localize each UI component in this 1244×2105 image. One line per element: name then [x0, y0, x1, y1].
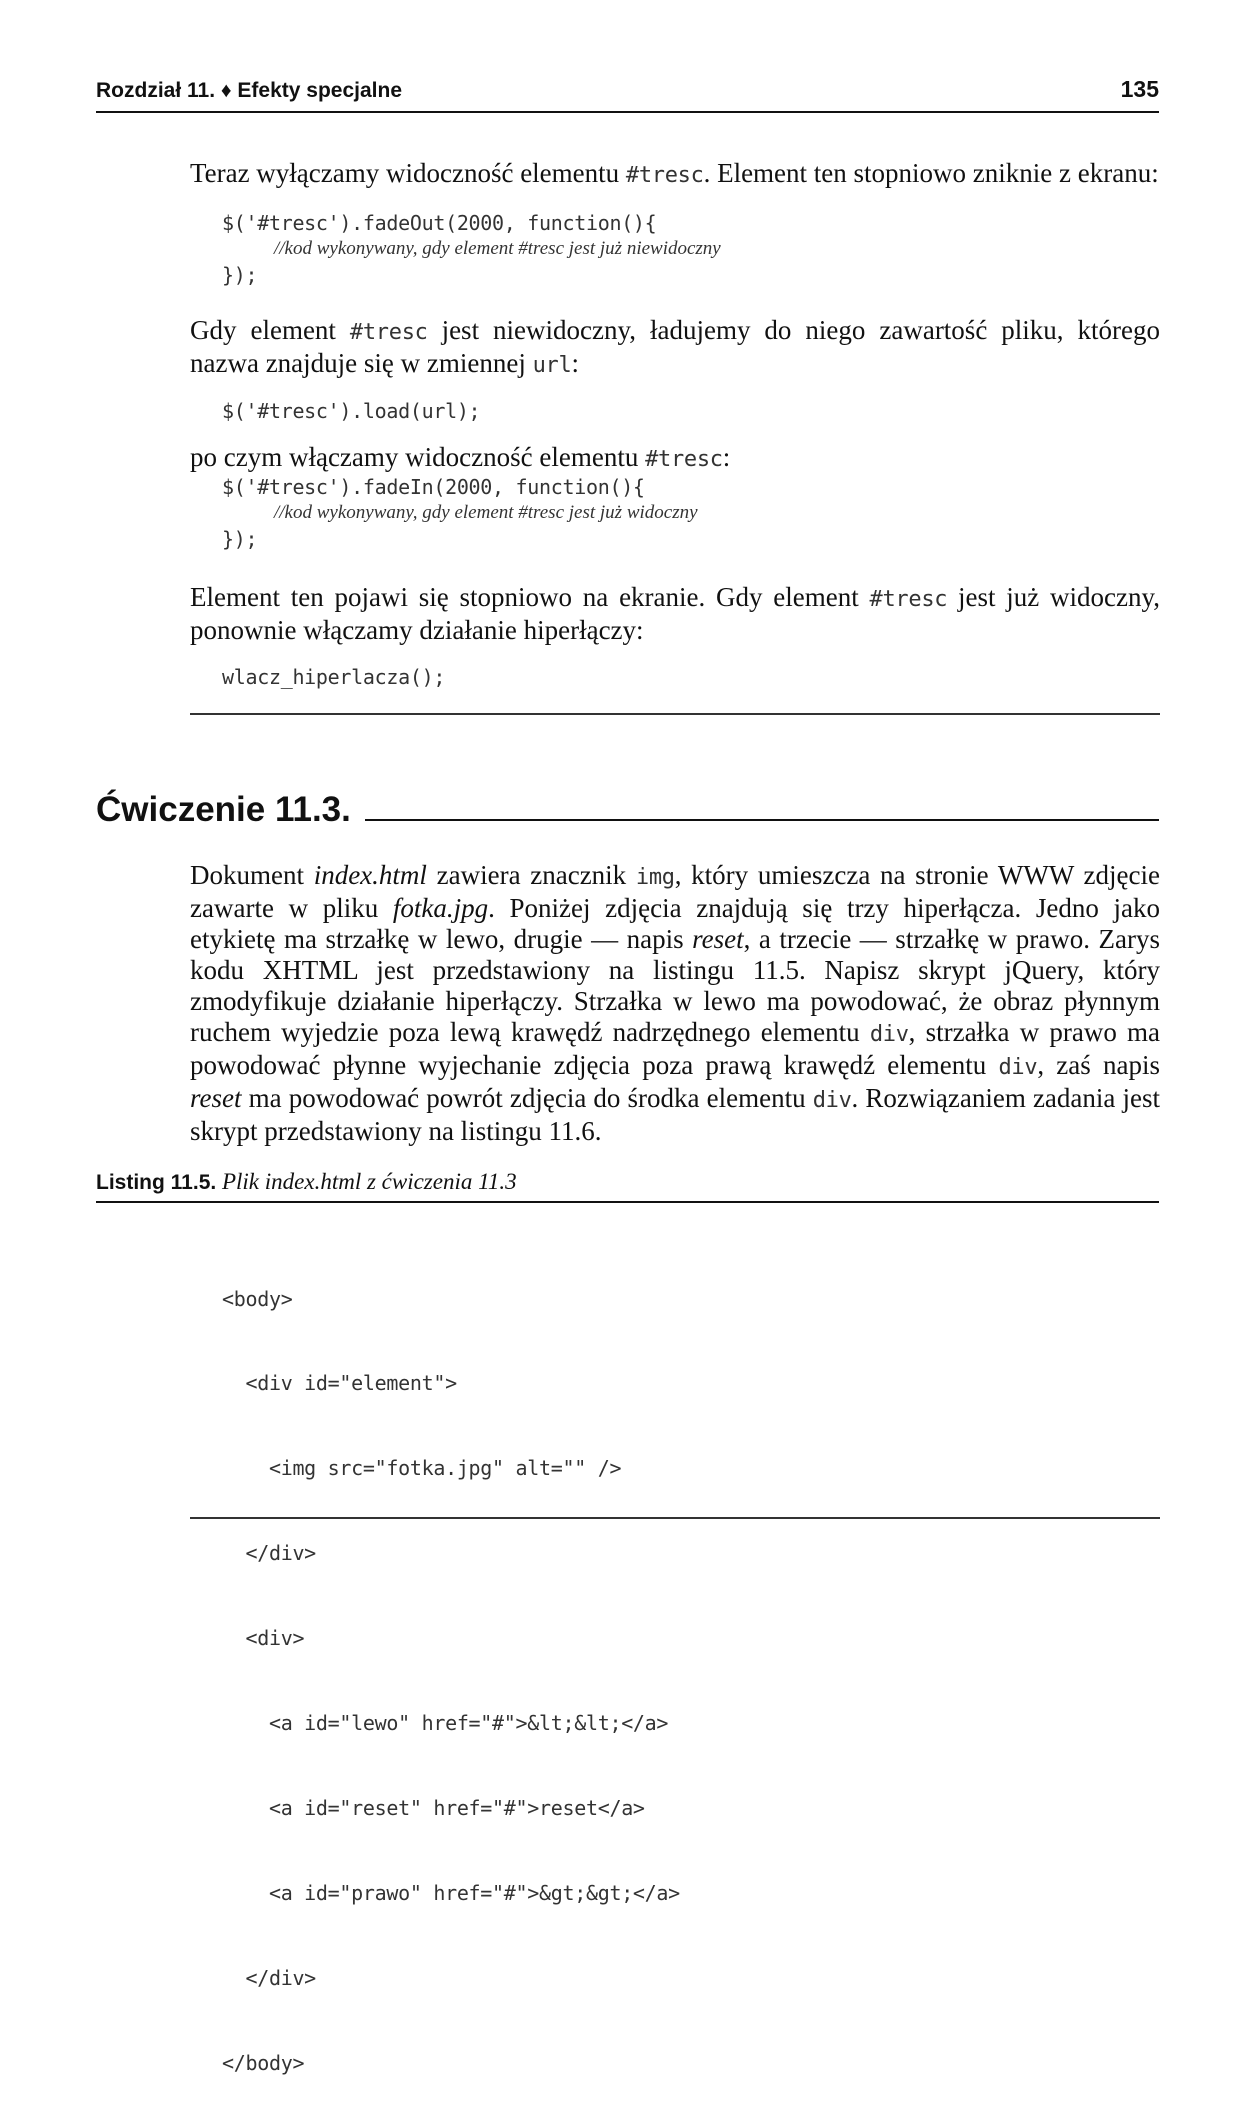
inline-code: div [998, 1055, 1038, 1080]
inline-code: div [812, 1088, 852, 1113]
code-line: $('#tresc').load(url); [222, 399, 481, 423]
text: jest już widoczny, ponownie włączamy działanie hiperłączy: [190, 582, 1160, 645]
italic-text: reset [692, 924, 744, 954]
text: , który umieszcza na stronie WWW zdjęcie zawarte w pliku [190, 860, 1160, 923]
listing-line: <body> [222, 1286, 293, 1311]
inline-code: div [869, 1022, 909, 1047]
text: zawiera znacznik [426, 860, 636, 890]
text: Element ten pojawi się stopniowo na ekranie. Gdy element [190, 582, 870, 612]
paragraph-1 [190, 158, 1160, 191]
text: Dokument [190, 860, 314, 890]
text: , zaś napis [1037, 1050, 1161, 1080]
listing-code [222, 1228, 680, 2105]
listing-label: Listing 11.5. [96, 1171, 217, 1194]
code-line: wlacz_hiperlacza(); [222, 665, 446, 689]
inline-code: #tresc [625, 163, 704, 188]
text: , strzałka w prawo ma powodować płynne wyjechanie zdjęcia poza prawą krawędź elementu [190, 1017, 1160, 1080]
listing-line: <a id="reset" href="#">reset</a> [222, 1795, 645, 1820]
listing-caption [96, 1169, 1159, 1203]
text: . Poniżej zdjęcia znajdują się trzy hiperłącza. Jedno jako etykietę ma strzałkę w lewo, drugie — napis [190, 893, 1160, 954]
inline-code: #tresc [869, 587, 948, 612]
code-line: }); [222, 527, 258, 551]
listing-line: </body> [222, 2050, 305, 2075]
code-block-1 [222, 210, 721, 288]
text: po czym włączamy widoczność elementu [190, 442, 646, 472]
italic-text: reset [190, 1083, 242, 1113]
heading-rule [365, 793, 1159, 821]
code-comment: //kod wykonywany, gdy element #tresc jest już niewidoczny [274, 238, 721, 259]
inline-code: #tresc [349, 320, 428, 345]
listing-line: <img src="fotka.jpg" alt="" /> [222, 1456, 622, 1481]
paragraph-3 [190, 442, 1160, 475]
listing-line: <div> [222, 1626, 305, 1651]
text: jest niewidoczny, ładujemy do niego zawartość pliku, którego nazwa znajduje się w zmiennej [190, 315, 1160, 378]
inline-code: url [532, 353, 572, 378]
listing-line: <a id="lewo" href="#">&lt;&lt;</a> [222, 1711, 669, 1736]
paragraph-2 [190, 315, 1160, 381]
text: . Element ten stopniowo zniknie z ekranu: [703, 158, 1159, 188]
text: : [571, 348, 579, 378]
italic-text: index.html [313, 860, 427, 890]
text: . Rozwiązaniem zadania jest skrypt przedstawiony na listingu 11.6. [190, 1083, 1160, 1146]
listing-line: <div id="element"> [222, 1371, 457, 1396]
listing-line: </div> [222, 1965, 316, 1990]
text: , a trzecie — strzałkę w prawo. Zarys kodu XHTML jest przedstawiony na listingu 11.5. Napisz skrypt jQuery, który zmodyfikuje działanie hiperłączy. Strzałka w lewo ma powodować, że obraz płynnym ruchem wyjedzie poza lewą krawędź nadrzędnego elementu [190, 924, 1160, 1047]
page-number: 135 [1120, 76, 1159, 102]
italic-text: fotka.jpg [392, 893, 489, 923]
code-line: $('#tresc').fadeIn(2000, function(){ [222, 475, 645, 499]
listing-line: <a id="prawo" href="#">&gt;&gt;</a> [222, 1880, 680, 1905]
listing-end-rule [190, 1517, 1160, 1519]
code-line: $('#tresc').fadeOut(2000, function(){ [222, 211, 657, 235]
listing-title: Plik index.html z ćwiczenia 11.3 [221, 1169, 517, 1194]
text: ma powodować powrót zdjęcia do środka elementu [241, 1083, 813, 1113]
paragraph-4 [190, 582, 1160, 646]
code-line: }); [222, 263, 258, 287]
text: : [722, 442, 731, 472]
listing-line: </div> [222, 1541, 316, 1566]
code-block-2 [222, 398, 480, 424]
running-header [96, 76, 1159, 113]
code-block-3 [222, 474, 698, 552]
text: Teraz wyłączamy widoczność elementu [190, 158, 626, 188]
exercise-paragraph [190, 860, 1160, 1147]
code-comment: //kod wykonywany, gdy element #tresc jest już widoczny [274, 502, 698, 523]
exercise-heading [96, 790, 1159, 830]
section-divider [190, 713, 1160, 715]
inline-code: #tresc [645, 447, 723, 472]
code-block-4 [222, 664, 445, 690]
exercise-title: Ćwiczenie 11.3. [96, 790, 351, 829]
chapter-title: Rozdział 11. ♦ Efekty specjalne [96, 79, 403, 102]
text: Gdy element [190, 315, 350, 345]
inline-code: img [635, 865, 675, 890]
